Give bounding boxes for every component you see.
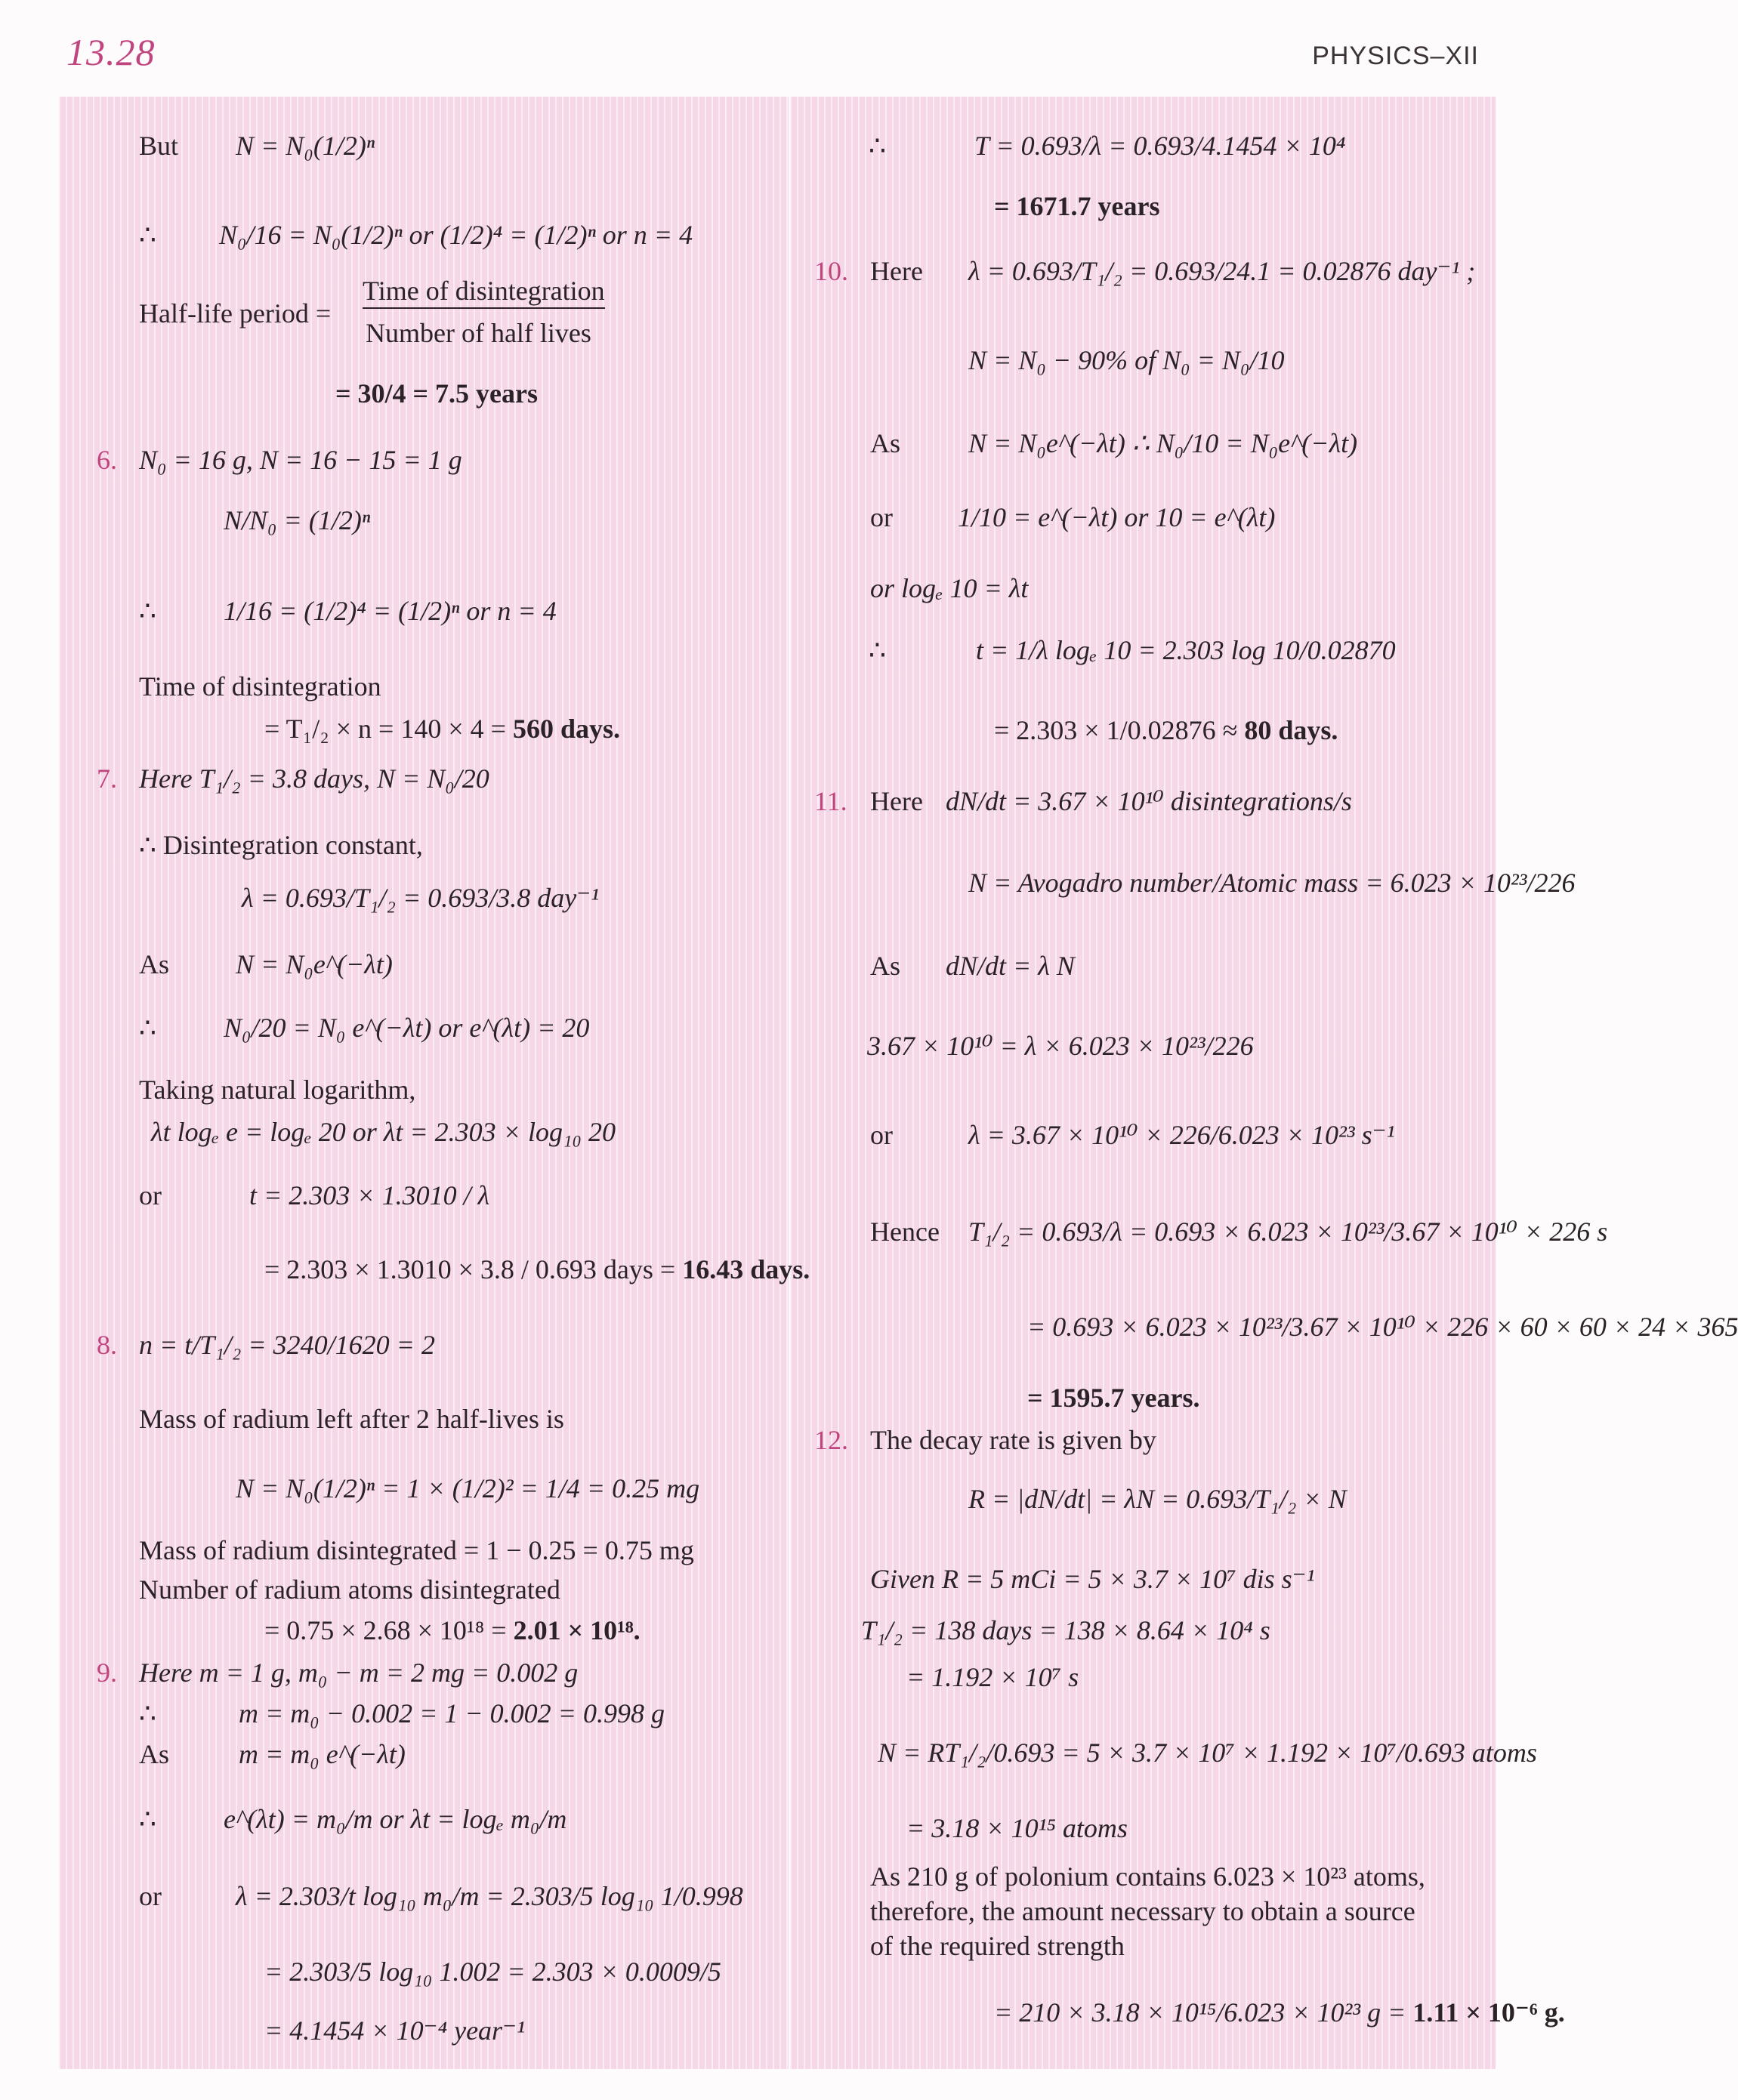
q8-atoms-answer: 2.01 × 10¹⁸. bbox=[513, 1615, 641, 1645]
q12-given-R: Given R = 5 mCi = 5 × 3.7 × 10⁷ dis s⁻¹ bbox=[870, 1564, 1315, 1594]
right-column bbox=[790, 97, 1496, 2069]
half-life-result: = 30/4 = 7.5 years bbox=[335, 378, 538, 409]
time-of-disintegration-num: Time of disintegration bbox=[363, 275, 605, 309]
therefore-symbol-3: ∴ bbox=[139, 1013, 156, 1043]
hence-label: Hence bbox=[870, 1217, 940, 1247]
q11-eq: 3.67 × 10¹⁰ = λ × 6.023 × 10²³/226 bbox=[867, 1031, 1254, 1061]
question-8-number: 8. bbox=[97, 1330, 117, 1360]
q12-N2: = 3.18 × 10¹⁵ atoms bbox=[906, 1813, 1128, 1843]
q9-given: Here m = 1 g, m₀ − m = 2 mg = 0.002 g bbox=[139, 1657, 579, 1688]
q12-N: N = RT₁/₂/0.693 = 5 × 3.7 × 10⁷ × 1.192 × 10⁷/0.693 atoms bbox=[878, 1738, 1537, 1768]
q6-time-label: Time of disintegration bbox=[139, 671, 381, 702]
q7-t2-text: = 2.303 × 1.3010 × 3.8 / 0.693 days = bbox=[264, 1254, 676, 1284]
q9-decay: m = m₀ e^(−λt) bbox=[239, 1739, 406, 1769]
q8-mass-label: Mass of radium left after 2 half-lives is bbox=[139, 1404, 564, 1434]
q7-eq: N₀/20 = N₀ e^(−λt) or e^(λt) = 20 bbox=[224, 1013, 590, 1043]
q9-lambda3: = 4.1454 × 10⁻⁴ year⁻¹ bbox=[264, 2015, 525, 2046]
q9-m: m = m₀ − 0.002 = 1 − 0.002 = 0.998 g bbox=[239, 1698, 665, 1728]
therefore-symbol-2: ∴ bbox=[139, 596, 156, 626]
q7-disintegration: ∴ Disintegration constant, bbox=[139, 830, 423, 860]
as-label-2: As bbox=[139, 1739, 170, 1769]
q12-text1: As 210 g of polonium contains 6.023 × 10²³ atoms, bbox=[870, 1861, 1425, 1892]
q6-time-eq-text: = T₁/₂ × n = 140 × 4 = bbox=[264, 714, 506, 744]
eq-n0-16: N₀/16 = N₀(1/2)ⁿ or (1/2)⁴ = (1/2)ⁿ or n = 4 bbox=[219, 220, 693, 250]
q7-answer: 16.43 days. bbox=[682, 1254, 810, 1284]
q12-R: R = |dN/dt| = λN = 0.693/T₁/₂ × N bbox=[968, 1484, 1347, 1514]
q11-given: dN/dt = 3.67 × 10¹⁰ disintegrations/s bbox=[946, 786, 1352, 816]
q10-t2-text: = 2.303 × 1/0.02876 ≈ bbox=[994, 715, 1238, 745]
therefore-symbol-4: ∴ bbox=[139, 1698, 156, 1728]
q8-eq: n = t/T₁/₂ = 3240/1620 = 2 bbox=[139, 1330, 435, 1360]
or-label-2: or bbox=[139, 1881, 162, 1911]
q8-atoms-eq-text: = 0.75 × 2.68 × 10¹⁸ = bbox=[264, 1615, 507, 1645]
eq-but: N = N₀(1/2)ⁿ bbox=[236, 131, 375, 161]
or-label-r2: or bbox=[870, 1120, 893, 1150]
running-head: PHYSICS–XII bbox=[1312, 42, 1479, 70]
therefore-symbol: ∴ bbox=[139, 220, 156, 250]
q11-T2: = 0.693 × 6.023 × 10²³/3.67 × 10¹⁰ × 226 × 60 × 60 × 24 × 365 bbox=[1027, 1312, 1738, 1342]
q11-rate: dN/dt = λ N bbox=[946, 951, 1075, 981]
or-label-r1: or bbox=[870, 502, 893, 532]
here-label: Here bbox=[870, 256, 923, 286]
q7-lambda: λ = 0.693/T₁/₂ = 0.693/3.8 day⁻¹ bbox=[242, 883, 600, 913]
q6-time-answer: 560 days. bbox=[512, 714, 620, 744]
question-10-number: 10. bbox=[814, 256, 848, 286]
q7-log-label: Taking natural logarithm, bbox=[139, 1075, 416, 1105]
page-number: 13.28 bbox=[66, 31, 156, 73]
as-label: As bbox=[139, 949, 170, 979]
q11-N: N = Avogadro number/Atomic mass = 6.023 × 10²³/226 bbox=[968, 868, 1576, 898]
q7-t1: t = 2.303 × 1.3010 / λ bbox=[249, 1180, 490, 1210]
therefore-symbol-5: ∴ bbox=[139, 1804, 156, 1834]
q11-lambda: λ = 3.67 × 10¹⁰ × 226/6.023 × 10²³ s⁻¹ bbox=[968, 1120, 1395, 1150]
as-label-r1: As bbox=[870, 428, 901, 458]
q9-lambda1: λ = 2.303/t log₁₀ m₀/m = 2.303/5 log₁₀ 1/0.998 bbox=[236, 1881, 743, 1911]
question-9-number: 9. bbox=[97, 1657, 117, 1688]
q12-T: T₁/₂ = 138 days = 138 × 8.64 × 10⁴ s bbox=[861, 1615, 1270, 1645]
q10-log: or logₑ 10 = λt bbox=[870, 573, 1029, 603]
q8-atoms-eq bbox=[264, 1614, 641, 1647]
q12-final bbox=[994, 1997, 1565, 2029]
q9-eq: e^(λt) = m₀/m or λt = logₑ m₀/m bbox=[224, 1804, 567, 1834]
question-7-number: 7. bbox=[97, 763, 117, 794]
question-12-number: 12. bbox=[814, 1425, 848, 1455]
q10-t2 bbox=[994, 714, 1338, 747]
q6-given: N₀ = 16 g, N = 16 − 15 = 1 g bbox=[139, 445, 462, 475]
but-label: But bbox=[139, 131, 179, 161]
q12-final-answer: 1.11 × 10⁻⁶ g. bbox=[1412, 1997, 1565, 2028]
q8-mass-eq: N = N₀(1/2)ⁿ = 1 × (1/2)² = 1/4 = 0.25 mg bbox=[236, 1473, 700, 1503]
q9-T: T = 0.693/λ = 0.693/4.1454 × 10⁴ bbox=[974, 131, 1346, 161]
q7-t2 bbox=[264, 1254, 810, 1286]
question-6-number: 6. bbox=[97, 445, 117, 475]
q10-decay: N = N₀e^(−λt) ∴ N₀/10 = N₀e^(−λt) bbox=[968, 428, 1358, 458]
q11-answer: = 1595.7 years. bbox=[1027, 1383, 1200, 1413]
half-life-label: Half-life period = bbox=[139, 298, 332, 328]
therefore-symbol-r1: ∴ bbox=[869, 131, 886, 161]
q9-lambda2: = 2.303/5 log₁₀ 1.002 = 2.303 × 0.0009/5 bbox=[264, 1957, 721, 1987]
q8-disintegrated-mass: Mass of radium disintegrated = 1 − 0.25 = 0.75 mg bbox=[139, 1535, 694, 1565]
q10-eq: 1/10 = e^(−λt) or 10 = e^(λt) bbox=[958, 502, 1276, 532]
q9-T-answer: = 1671.7 years bbox=[994, 191, 1160, 221]
q6-eq2: 1/16 = (1/2)⁴ = (1/2)ⁿ or n = 4 bbox=[224, 596, 557, 626]
q12-T2: = 1.192 × 10⁷ s bbox=[906, 1662, 1079, 1692]
q7-log-eq: λt logₑ e = logₑ 20 or λt = 2.303 × log₁₀ 20 bbox=[151, 1117, 616, 1147]
or-label: or bbox=[139, 1180, 162, 1210]
q12-text2: therefore, the amount necessary to obtain a source bbox=[870, 1896, 1415, 1926]
as-label-r2: As bbox=[870, 951, 901, 981]
q8-atoms-label: Number of radium atoms disintegrated bbox=[139, 1574, 560, 1605]
q6-eq1: N/N₀ = (1/2)ⁿ bbox=[224, 505, 371, 535]
q12-text3: of the required strength bbox=[870, 1931, 1125, 1961]
q10-answer: 80 days. bbox=[1244, 715, 1338, 745]
number-of-half-lives-den: Number of half lives bbox=[366, 318, 591, 348]
q10-t1: t = 1/λ logₑ 10 = 2.303 log 10/0.02870 bbox=[976, 635, 1396, 665]
q12-intro: The decay rate is given by bbox=[870, 1425, 1156, 1455]
q10-lambda: λ = 0.693/T₁/₂ = 0.693/24.1 = 0.02876 day⁻¹ ; bbox=[968, 256, 1476, 286]
q11-T1: T₁/₂ = 0.693/λ = 0.693 × 6.023 × 10²³/3.67 × 10¹⁰ × 226 s bbox=[968, 1217, 1608, 1247]
q10-N: N = N₀ − 90% of N₀ = N₀/10 bbox=[968, 345, 1285, 375]
q12-final-text: = 210 × 3.18 × 10¹⁵/6.023 × 10²³ g = bbox=[994, 1997, 1406, 2028]
here-label-2: Here bbox=[870, 786, 923, 816]
therefore-symbol-r2: ∴ bbox=[869, 635, 886, 665]
q7-decay: N = N₀e^(−λt) bbox=[236, 949, 393, 979]
question-11-number: 11. bbox=[814, 786, 847, 816]
q7-given: Here T₁/₂ = 3.8 days, N = N₀/20 bbox=[139, 763, 489, 794]
q6-time-eq bbox=[264, 713, 620, 745]
